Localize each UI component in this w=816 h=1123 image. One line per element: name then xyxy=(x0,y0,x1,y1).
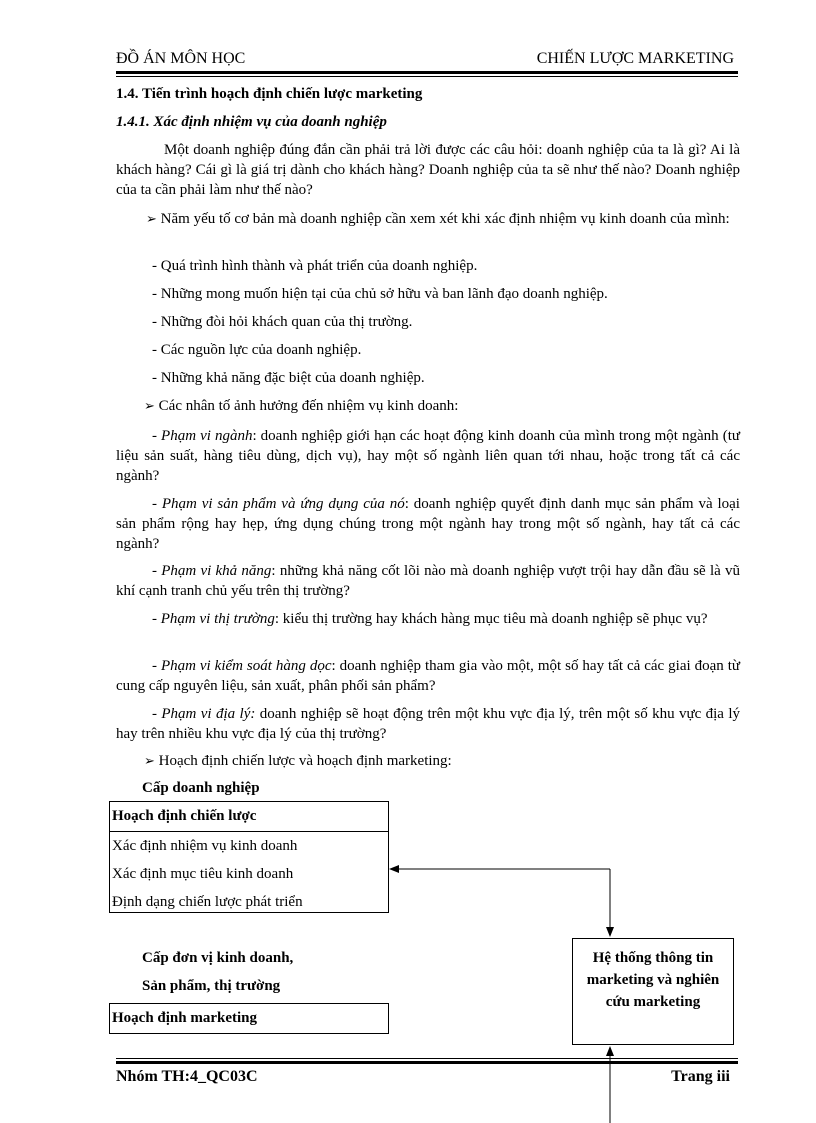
bullet-text: Các nhân tố ảnh hưởng đến nhiệm vụ kinh doanh: xyxy=(158,398,459,414)
marketing-planning-title: Hoạch định marketing xyxy=(112,1010,258,1026)
scope-term: Phạm vi địa lý: xyxy=(161,706,256,722)
scope-term: Phạm vi kiểm soát hàng dọc xyxy=(160,658,332,674)
factor-item: - Những khả năng đặc biệt của doanh nghiệp. xyxy=(152,370,425,386)
scope-text: : kiểu thị trường hay khách hàng mục tiêu mà doanh nghiệp sẽ phục vụ? xyxy=(274,611,708,627)
arrow-bullet-icon: ➢ xyxy=(146,211,157,226)
scope-text: : doanh nghiệp tham gia vào một, một số hay tất cả các giai đoạn từ cung cấp nguyên liệu, sản xuất, phân phối sản phẩm? xyxy=(116,658,740,694)
arrow-left-icon xyxy=(389,865,399,873)
strategic-item: Xác định mục tiêu kinh doanh xyxy=(112,866,294,882)
footer-rule-thick xyxy=(116,1061,738,1064)
header-right: CHIẾN LƯỢC MARKETING xyxy=(536,50,734,67)
scope-paragraph: - Phạm vi sản phẩm và ứng dụng của nó: doanh nghiệp quyết định danh mục sản phẩm và loại sản phẩm rộng hay hẹp, ứng dụng chúng trong một ngành hay trong một số ngành, hay tất cả các ngành? xyxy=(116,496,740,552)
scope-text: : những khả năng cốt lõi nào mà doanh nghiệp vượt trội hay dẫn đầu sẽ là vũ khí cạnh tranh chủ yếu trên thị trường? xyxy=(116,563,740,599)
scope-term: Phạm vi ngành xyxy=(161,428,253,444)
bullet-text: Năm yếu tố cơ bản mà doanh nghiệp cần xem xét khi xác định nhiệm vụ kinh doanh của mình: xyxy=(160,211,730,227)
strategic-planning-title: Hoạch định chiến lược xyxy=(112,808,257,824)
footer-left: Nhóm TH:4_QC03C xyxy=(116,1068,258,1085)
scope-paragraph: - Phạm vi địa lý: doanh nghiệp sẽ hoạt động trên một khu vực địa lý, trên một số khu vực địa lý hay trên nhiều khu vực địa lý của thị trường? xyxy=(116,706,741,742)
scope-paragraph: - Phạm vi thị trường: kiểu thị trường hay khách hàng mục tiêu mà doanh nghiệp sẽ phục vụ? xyxy=(152,611,708,627)
arrow-bullet-icon: ➢ xyxy=(144,753,155,768)
info-system-text: Hệ thống thông tin marketing và nghiên cứu marketing xyxy=(586,950,720,1010)
scope-paragraph: - Phạm vi ngành: doanh nghiệp giới hạn các hoạt động kinh doanh của mình trong một ngành (tư liệu sản suất, hàng tiêu dùng, dịch vụ), hay một số ngành liên quan tới nhau, hoặc trong tất cả các ngành? xyxy=(116,428,740,484)
scope-term: Phạm vi khả năng xyxy=(161,563,272,579)
factor-item: - Quá trình hình thành và phát triển của doanh nghiệp. xyxy=(152,258,478,274)
scope-text: : doanh nghiệp giới hạn các hoạt động kinh doanh của mình trong một ngành (tư liệu sản suất, hàng tiêu dùng, dịch vụ), hay một số ngành liên quan tới nhau, hoặc trong tất cả các ngành? xyxy=(116,428,740,484)
section-heading: 1.4. Tiến trình hoạch định chiến lược marketing xyxy=(116,86,423,102)
bullet-text: Hoạch định chiến lược và hoạch định marketing: xyxy=(158,753,452,769)
scope-text: doanh nghiệp sẽ hoạt động trên một khu vực địa lý, trên một số khu vực địa lý hay trên nhiều khu vực địa lý của thị trường? xyxy=(116,706,741,742)
arrow-down-icon xyxy=(606,927,614,937)
footer-rule-thin xyxy=(116,1058,738,1059)
scope-text: : doanh nghiệp quyết định danh mục sản phẩm và loại sản phẩm rộng hay hẹp, ứng dụng chúng trong một ngành hay trong một số ngành, hay tất cả các ngành? xyxy=(116,496,740,552)
factor-item: - Những mong muốn hiện tại của chủ sở hữu và ban lãnh đạo doanh nghiệp. xyxy=(152,286,608,302)
footer-page-number: Trang iii xyxy=(671,1068,730,1085)
factor-item: - Các nguồn lực của doanh nghiệp. xyxy=(152,342,362,358)
factor-item: - Những đòi hỏi khách quan của thị trường. xyxy=(152,314,413,330)
unit-level-label: Cấp đơn vị kinh doanh, xyxy=(142,950,294,966)
arrow-up-icon xyxy=(606,1046,614,1056)
scope-term: Phạm vi sản phẩm và ứng dụng của nó xyxy=(161,496,405,512)
corp-level-label: Cấp doanh nghiệp xyxy=(142,780,260,796)
strategic-item: Định dạng chiến lược phát triển xyxy=(112,894,303,910)
strategic-item: Xác định nhiệm vụ kinh doanh xyxy=(112,838,298,854)
scope-paragraph: - Phạm vi khả năng: những khả năng cốt lõi nào mà doanh nghiệp vượt trội hay dẫn đầu sẽ là vũ khí cạnh tranh chủ yếu trên thị trường? xyxy=(116,563,740,599)
intro-paragraph: Một doanh nghiệp đúng đắn cần phải trả lời được các câu hỏi: doanh nghiệp của ta là gì? Ai là khách hàng? Cái gì là giá trị dành cho khách hàng? Doanh nghiệp của ta sẽ như thế nào? Doanh nghiệp của ta cần phải làm như thế nào? xyxy=(116,142,740,198)
subsection-heading: 1.4.1. Xác định nhiệm vụ của doanh nghiệp xyxy=(116,114,387,130)
arrow-bullet-icon: ➢ xyxy=(144,398,155,413)
header-left: ĐỒ ÁN MÔN HỌC xyxy=(116,50,246,67)
scope-paragraph: - Phạm vi kiểm soát hàng dọc: doanh nghiệp tham gia vào một, một số hay tất cả các giai đoạn từ cung cấp nguyên liệu, sản xuất, phân phối sản phẩm? xyxy=(116,658,740,694)
scope-term: Phạm vi thị trường xyxy=(160,611,275,627)
unit-level-label: Sản phẩm, thị trường xyxy=(142,978,281,994)
